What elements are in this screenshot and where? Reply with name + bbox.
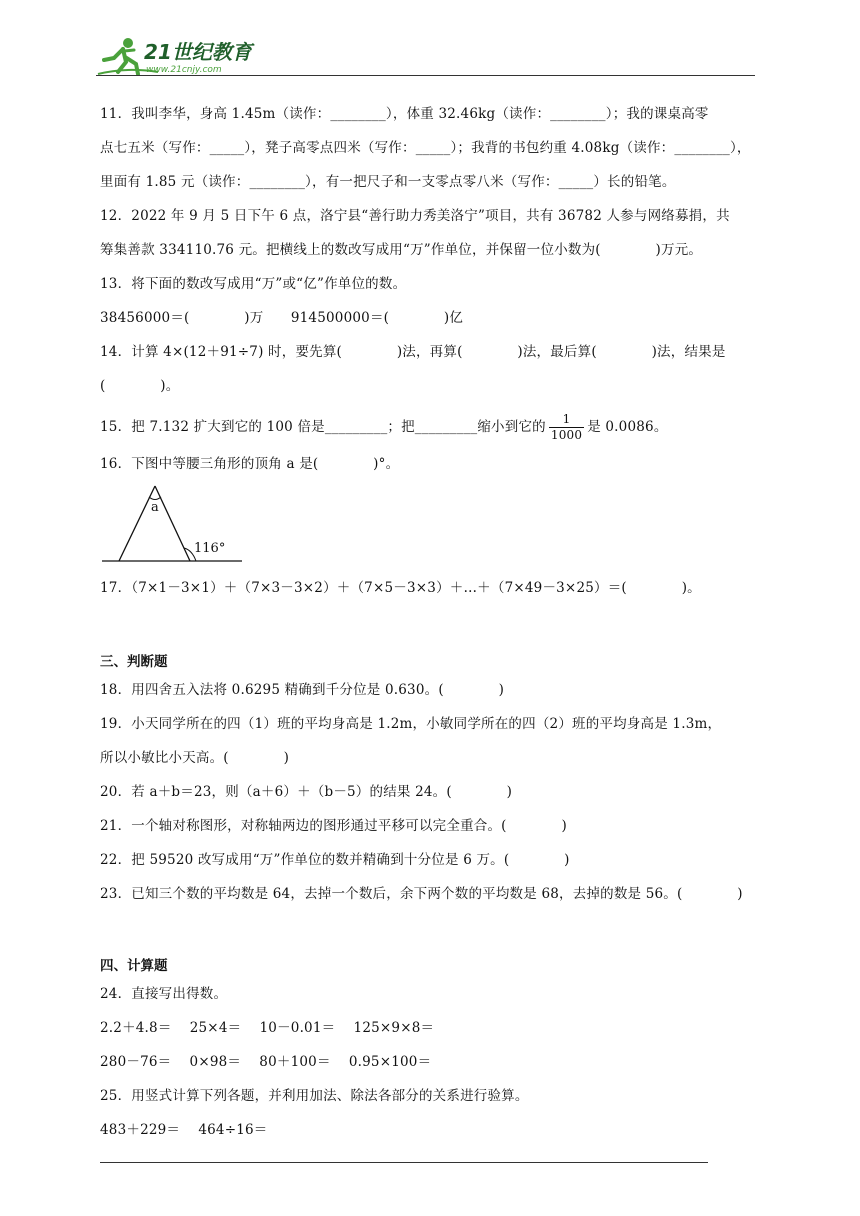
- fraction-denominator: 1000: [550, 428, 583, 442]
- angle-label: 116°: [194, 541, 226, 556]
- q15-text-start: 15．把 7.132 扩大到它的 100 倍是_________；把_________缩小到它的: [100, 419, 546, 435]
- section-3-heading: 三、判断题: [100, 654, 168, 670]
- q13-line-2: 38456000＝( )万 914500000＝( )亿: [100, 310, 464, 326]
- footer-rule: [100, 1162, 708, 1163]
- q15-fraction: [549, 412, 584, 443]
- logo-url: www.21cnjy.com: [146, 65, 222, 75]
- q24-line-1: 24．直接写出得数。: [100, 986, 228, 1002]
- site-logo: [96, 34, 266, 78]
- q14-line-2: ( )。: [100, 378, 180, 394]
- q17-line: 17．（7×1－3×1）＋（7×3－3×2）＋（7×5－3×3）＋…＋（7×49－3×25）＝( )。: [100, 580, 701, 596]
- q11-line-2: 点七五米（写作：_____），凳子高零点四米（写作：_____）；我背的书包约重 4.08kg（读作：________），: [100, 140, 751, 156]
- section-4-heading: 四、计算题: [100, 958, 168, 974]
- q24-line-3: 280－76＝ 0×98＝ 80＋100＝ 0.95×100＝: [100, 1054, 432, 1070]
- q13-line-1: 13．将下面的数改写成用“万”或“亿”作单位的数。: [100, 276, 407, 292]
- q16-line: 16．下图中等腰三角形的顶角 a 是( )°。: [100, 456, 400, 472]
- fraction-numerator: 1: [549, 412, 584, 428]
- q24-line-2: 2.2＋4.8＝ 25×4＝ 10－0.01＝ 125×9×8＝: [100, 1020, 435, 1036]
- q15-line: [100, 412, 668, 443]
- header-rule: [96, 75, 755, 76]
- q19-line-1: 19．小天同学所在的四（1）班的平均身高是 1.2m，小敏同学所在的四（2）班的平均身高是 1.3m，: [100, 716, 722, 732]
- q15-text-end: 是 0.0086。: [587, 419, 668, 435]
- q25-line-2: 483＋229＝ 464÷16＝: [100, 1122, 268, 1138]
- q11-line-1: 11．我叫李华，身高 1.45m（读作：________），体重 32.46kg（读作：________）；我的课桌高零: [100, 106, 709, 122]
- q11-line-3: 里面有 1.85 元（读作：________），有一把尺子和一支零点零八米（写作：_____）长的铅笔。: [100, 174, 676, 190]
- q25-line-1: 25．用竖式计算下列各题，并利用加法、除法各部分的关系进行验算。: [100, 1088, 529, 1104]
- q23-line: 23．已知三个数的平均数是 64，去掉一个数后，余下两个数的平均数是 68，去掉的数是 56。( ): [100, 886, 743, 902]
- apex-label: a: [151, 500, 159, 515]
- q19-line-2: 所以小敏比小天高。( ): [100, 750, 290, 766]
- q21-line: 21．一个轴对称图形，对称轴两边的图形通过平移可以完全重合。( ): [100, 818, 567, 834]
- q14-line-1: 14．计算 4×(12＋91÷7) 时，要先算( )法，再算( )法，最后算( )法，结果是: [100, 344, 726, 360]
- q12-line-2: 筹集善款 334110.76 元。把横线上的数改写成用“万”作单位，并保留一位小数为( )万元。: [100, 242, 703, 258]
- q22-line: 22．把 59520 改写成用“万”作单位的数并精确到十分位是 6 万。( ): [100, 852, 570, 868]
- logo-text: 21世纪教育: [144, 40, 252, 64]
- q12-line-1: 12．2022 年 9 月 5 日下午 6 点，洛宁县“善行助力秀美洛宁”项目，共有 36782 人参与网络募捐，共: [100, 208, 730, 224]
- q18-line: 18．用四舍五入法将 0.6295 精确到千分位是 0.630。( ): [100, 682, 505, 698]
- q20-line: 20．若 a＋b＝23，则（a＋6）＋（b－5）的结果 24。( ): [100, 784, 513, 800]
- isosceles-triangle-figure: [100, 484, 260, 566]
